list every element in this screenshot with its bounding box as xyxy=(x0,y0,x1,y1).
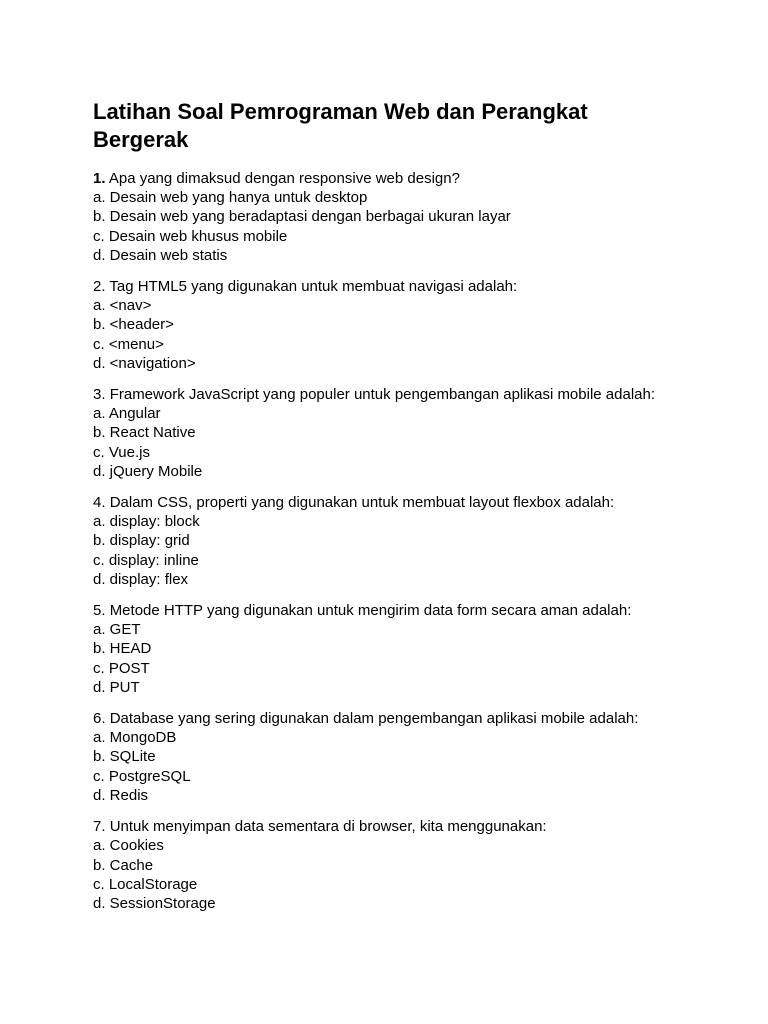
question-stem xyxy=(93,709,733,728)
question-item xyxy=(93,385,733,481)
question-number: 5. xyxy=(93,602,106,620)
question-list xyxy=(93,169,733,913)
answer-option: b. Desain web yang beradaptasi dengan berbagai ukuran layar xyxy=(93,208,511,226)
question-item xyxy=(93,277,733,373)
answer-option: a. Angular xyxy=(93,405,161,423)
answer-option: a. GET xyxy=(93,621,141,639)
question-stem xyxy=(93,385,733,404)
answer-option: b. display: grid xyxy=(93,532,190,550)
answer-option: a. MongoDB xyxy=(93,729,177,747)
question-text: Metode HTTP yang digunakan untuk mengirim data form secara aman adalah: xyxy=(109,602,632,620)
answer-option: d. Redis xyxy=(93,786,149,804)
question-stem xyxy=(93,817,733,836)
question-stem xyxy=(93,493,733,512)
question-text: Framework JavaScript yang populer untuk pengembangan aplikasi mobile adalah: xyxy=(109,386,656,404)
question-number: 4. xyxy=(93,494,106,512)
answer-option: b. Cache xyxy=(93,856,154,874)
answer-option: d. SessionStorage xyxy=(93,894,216,912)
question-number: 1. xyxy=(93,170,106,187)
question-text: Dalam CSS, properti yang digunakan untuk membuat layout flexbox adalah: xyxy=(109,494,615,512)
document-title: Latihan Soal Pemrograman Web dan Perangkat Bergerak xyxy=(93,99,588,152)
answer-option: c. display: inline xyxy=(93,551,199,569)
answer-option: d. <navigation> xyxy=(93,354,196,372)
answer-option: d. Desain web statis xyxy=(93,246,228,264)
answer-option: c. PostgreSQL xyxy=(93,767,191,785)
answer-option: c. Desain web khusus mobile xyxy=(93,227,288,245)
question-number: 2. xyxy=(93,278,106,296)
answer-option: b. HEAD xyxy=(93,640,152,658)
question-text: Tag HTML5 yang digunakan untuk membuat navigasi adalah: xyxy=(109,278,518,296)
question-text: Apa yang dimaksud dengan responsive web design? xyxy=(108,170,460,187)
answer-option: d. display: flex xyxy=(93,570,189,588)
question-item xyxy=(93,169,733,265)
question-item xyxy=(93,709,733,805)
answer-option: a. Cookies xyxy=(93,837,164,855)
question-number: 3. xyxy=(93,386,106,404)
answer-option: b. React Native xyxy=(93,424,196,442)
question-text: Untuk menyimpan data sementara di browser, kita menggunakan: xyxy=(109,818,547,836)
answer-option: c. <menu> xyxy=(93,335,164,353)
answer-option: b. SQLite xyxy=(93,748,156,766)
question-item xyxy=(93,601,733,697)
answer-option: a. Desain web yang hanya untuk desktop xyxy=(93,189,368,207)
question-item xyxy=(93,493,733,589)
answer-option: c. Vue.js xyxy=(93,443,150,461)
question-text: Database yang sering digunakan dalam pengembangan aplikasi mobile adalah: xyxy=(109,710,639,728)
question-number: 6. xyxy=(93,710,106,728)
answer-option: a. display: block xyxy=(93,513,200,531)
question-item xyxy=(93,817,733,913)
question-stem xyxy=(93,277,733,296)
answer-option: d. PUT xyxy=(93,678,140,696)
answer-option: a. <nav> xyxy=(93,297,152,315)
question-stem xyxy=(93,169,733,188)
question-stem xyxy=(93,601,733,620)
answer-option: d. jQuery Mobile xyxy=(93,462,203,480)
question-number: 7. xyxy=(93,818,106,836)
answer-option: c. LocalStorage xyxy=(93,875,198,893)
document-page xyxy=(93,98,733,925)
answer-option: c. POST xyxy=(93,659,150,677)
answer-option: b. <header> xyxy=(93,316,174,334)
